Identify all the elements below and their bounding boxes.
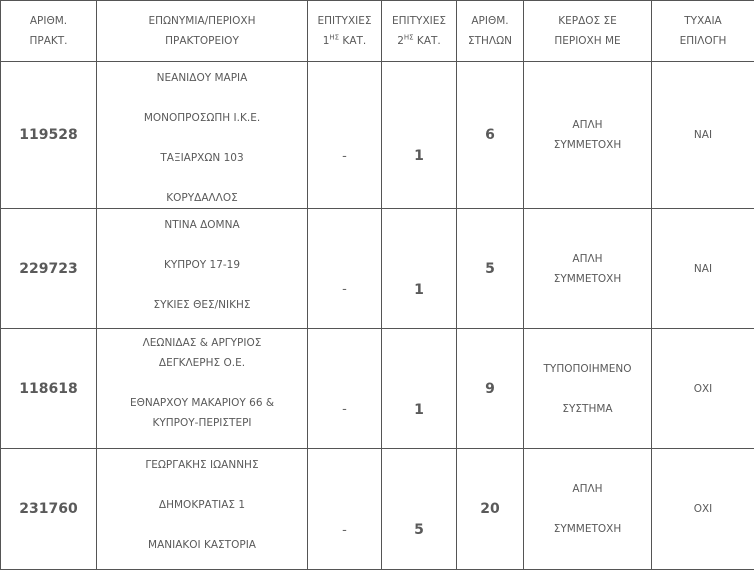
agency-name-cell — [97, 449, 308, 570]
header-text: ΕΠΩΝΥΜΙΑ/ΠΕΡΙΟΧΗ — [148, 15, 256, 27]
agency-number: 119528 — [19, 127, 78, 143]
agency-line — [97, 373, 307, 393]
agency-line: ΔΕΓΚΛΕΡΗΣ Ο.Ε. — [158, 357, 246, 369]
wins-cat2-value: 5 — [414, 522, 424, 538]
agency-line: ΝΕΑΝΙΔΟΥ ΜΑΡΙΑ — [156, 72, 248, 84]
prize-area-cell — [524, 209, 652, 329]
header-row — [1, 1, 754, 62]
random-pick-value: ΝΑΙ — [693, 129, 713, 141]
agency-line: ΣΥΚΙΕΣ ΘΕΣ/ΝΙΚΗΣ — [153, 299, 251, 311]
header-text: ΠΕΡΙΟΧΗ ΜΕ — [554, 35, 621, 47]
agency-name-cell — [97, 209, 308, 329]
header-wins-cat2 — [382, 1, 457, 62]
prize-line — [524, 379, 651, 399]
wins-cat1-value: - — [342, 148, 347, 164]
random-pick-cell — [652, 449, 754, 570]
agency-line: ΤΑΞΙΑΡΧΩΝ 103 — [160, 152, 244, 164]
prize-line: ΣΥΜΜΕΤΟΧΗ — [553, 272, 622, 285]
columns-value: 5 — [485, 260, 495, 277]
prize-line — [524, 499, 651, 519]
agency-line: ΚΥΠΡΟΥ 17-19 — [163, 259, 241, 271]
random-pick-cell — [652, 62, 754, 209]
columns-cell — [457, 449, 524, 570]
agency-line: ΔΗΜΟΚΡΑΤΙΑΣ 1 — [158, 499, 246, 511]
columns-value: 6 — [485, 127, 495, 143]
agency-line — [97, 275, 307, 295]
agency-line: ΜΑΝΙΑΚΟΙ ΚΑΣΤΟΡΙΑ — [148, 539, 256, 551]
prize-line: ΑΠΛΗ — [572, 483, 603, 495]
agency-line: ΕΘΝΑΡΧΟΥ ΜΑΚΑΡΙΟΥ 66 & — [129, 397, 275, 409]
header-text: $2^{H\Sigma}$ ΚΑΤ. — [397, 33, 441, 47]
header-text: ΚΕΡΔΟΣ ΣΕ — [558, 15, 617, 27]
columns-cell — [457, 209, 524, 329]
agency-number-cell — [1, 209, 97, 329]
header-text: ΤΥΧΑΙΑ — [684, 15, 722, 27]
agency-line: ΚΥΠΡΟΥ-ΠΕΡΙΣΤΕΡΙ — [152, 417, 252, 429]
columns-cell — [457, 329, 524, 449]
header-columns — [457, 1, 524, 62]
agency-line — [97, 88, 307, 108]
prize-line: ΑΠΛΗ — [572, 252, 603, 265]
agency-name-cell — [97, 62, 308, 209]
random-pick-value: ΟΧΙ — [693, 503, 713, 515]
wins-cat2-value: 1 — [414, 148, 424, 164]
wins-cat1-value: - — [342, 522, 347, 538]
header-text: ΑΡΙΘΜ. — [471, 15, 509, 27]
wins-cat1-value: - — [342, 282, 347, 297]
wins-cat1-cell — [308, 329, 382, 449]
prize-area-cell — [524, 329, 652, 449]
prize-line: ΣΥΜΜΕΤΟΧΗ — [553, 523, 622, 535]
wins-cat1-value: - — [342, 402, 347, 417]
agency-number: 118618 — [19, 380, 78, 397]
agency-line — [97, 515, 307, 535]
agency-line — [97, 168, 307, 188]
header-random — [652, 1, 754, 62]
agency-line — [97, 128, 307, 148]
wins-cat2-value: 1 — [414, 281, 424, 298]
random-pick-cell — [652, 209, 754, 329]
table-row — [1, 329, 754, 449]
agency-number: 229723 — [19, 260, 78, 277]
wins-cat2-cell — [382, 62, 457, 209]
header-text: ΕΠΙΤΥΧΙΕΣ — [391, 15, 446, 27]
header-agency-no — [1, 1, 97, 62]
random-pick-value: ΟΧΙ — [693, 382, 713, 395]
header-agency-name — [97, 1, 308, 62]
prize-line: ΣΥΜΜΕΤΟΧΗ — [553, 139, 622, 151]
agency-number-cell — [1, 329, 97, 449]
header-text: ΕΠΙΤΥΧΙΕΣ — [317, 15, 372, 27]
prize-line: ΑΠΛΗ — [572, 119, 603, 131]
agency-line: ΜΟΝΟΠΡΟΣΩΠΗ Ι.Κ.Ε. — [143, 112, 261, 124]
wins-cat1-cell — [308, 209, 382, 329]
agency-line — [97, 475, 307, 495]
wins-cat2-cell — [382, 449, 457, 570]
header-text: ΕΠΙΛΟΓΗ — [679, 35, 727, 47]
wins-cat2-cell — [382, 209, 457, 329]
agency-line: ΓΕΩΡΓΑΚΗΣ ΙΩΑΝΝΗΣ — [145, 459, 259, 471]
agency-number-cell — [1, 62, 97, 209]
header-text: ΑΡΙΘΜ. — [29, 15, 68, 27]
header-prize-area — [524, 1, 652, 62]
random-pick-value: ΝΑΙ — [693, 262, 713, 275]
agency-line: ΝΤΙΝΑ ΔΟΜΝΑ — [164, 219, 240, 231]
table-row — [1, 62, 754, 209]
table-row — [1, 449, 754, 570]
agency-line: ΛΕΩΝΙΔΑΣ & ΑΡΓΥΡΙΟΣ — [142, 337, 262, 349]
wins-cat2-value: 1 — [414, 401, 424, 418]
prize-line: ΤΥΠΟΠΟΙΗΜΕΝΟ — [543, 362, 632, 375]
columns-value: 9 — [485, 380, 495, 397]
table-row — [1, 209, 754, 329]
agency-line — [97, 235, 307, 255]
prize-line: ΣΥΣΤΗΜΑ — [562, 402, 613, 415]
header-text: ΠΡΑΚΤΟΡΕΙΟΥ — [165, 35, 239, 47]
header-text: $1^{H\Sigma}$ ΚΑΤ. — [322, 33, 367, 47]
header-text: ΠΡΑΚΤ. — [29, 35, 68, 47]
wins-cat2-cell — [382, 329, 457, 449]
random-pick-cell — [652, 329, 754, 449]
header-wins-cat1 — [308, 1, 382, 62]
header-text: ΣΤΗΛΩΝ — [467, 35, 512, 47]
prize-area-cell — [524, 449, 652, 570]
prize-area-cell — [524, 62, 652, 209]
agency-name-cell — [97, 329, 308, 449]
columns-cell — [457, 62, 524, 209]
agency-line: ΚΟΡΥΔΑΛΛΟΣ — [166, 192, 238, 204]
wins-cat1-cell — [308, 449, 382, 570]
columns-value: 20 — [480, 501, 500, 517]
agency-number: 231760 — [19, 501, 78, 517]
wins-cat1-cell — [308, 62, 382, 209]
agency-number-cell — [1, 449, 97, 570]
